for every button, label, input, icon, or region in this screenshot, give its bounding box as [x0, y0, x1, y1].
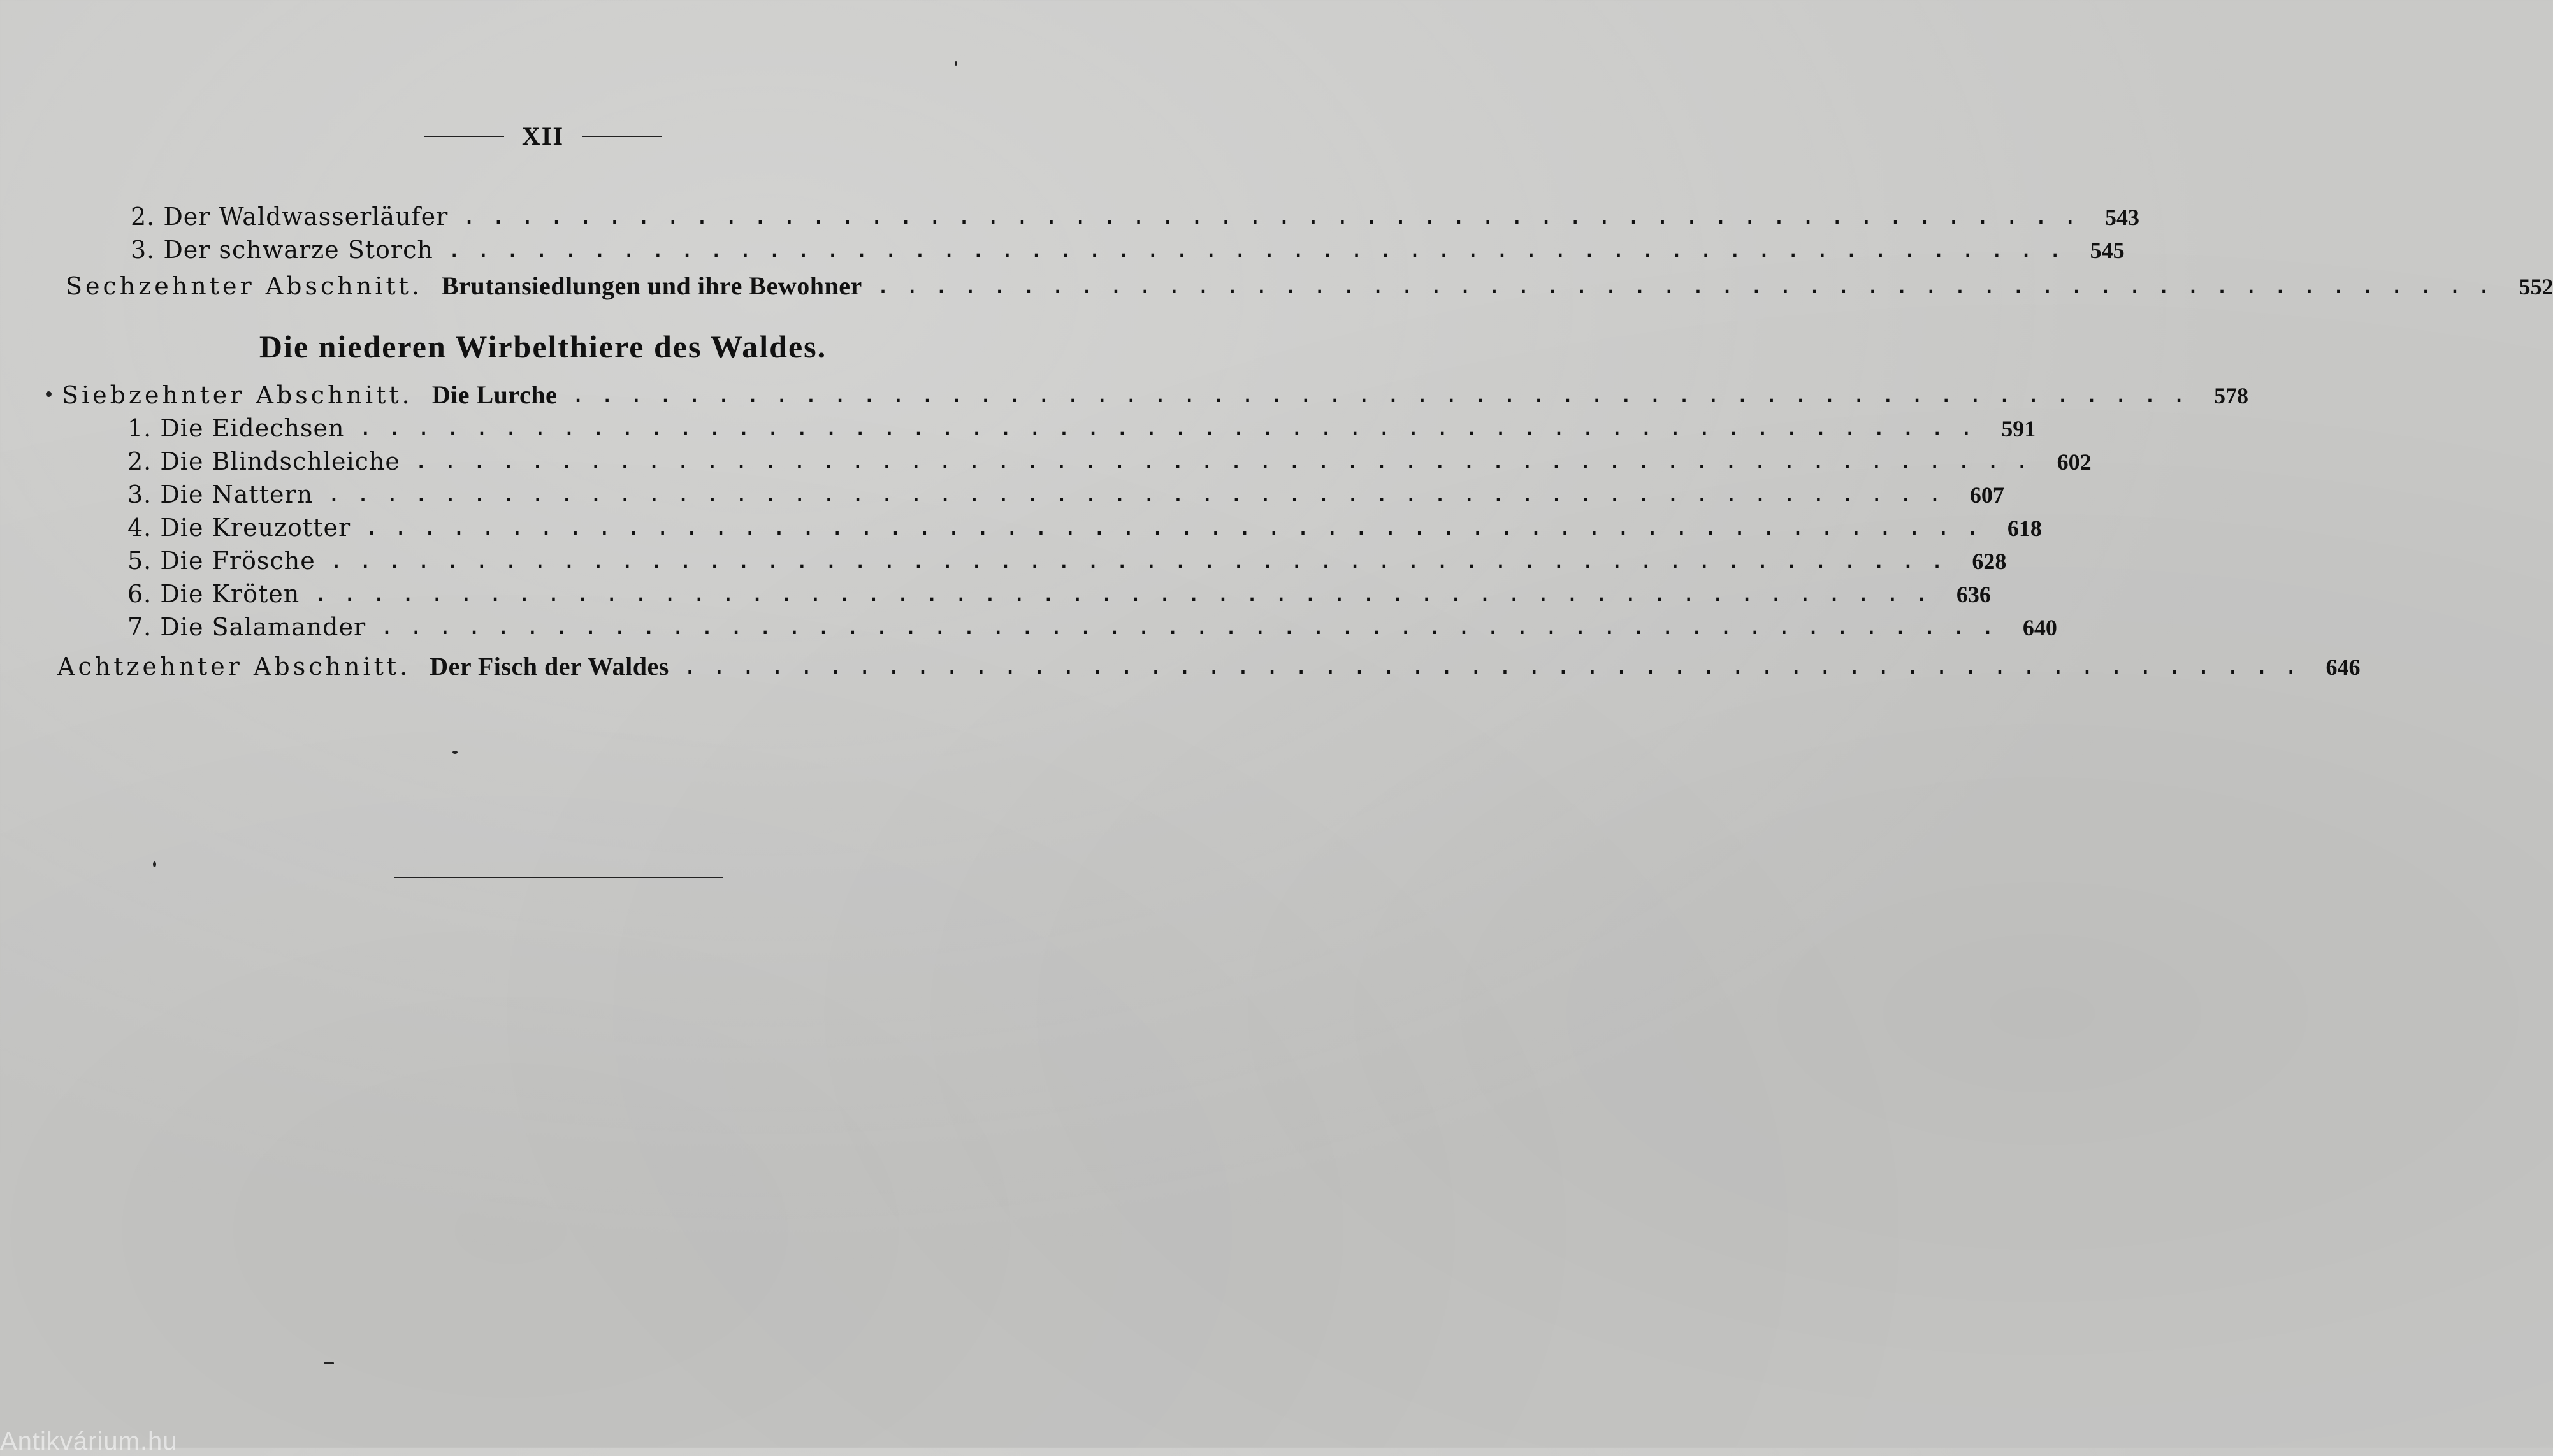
toc-entry	[131, 203, 2139, 236]
dot-leader: ........................................................	[447, 236, 2078, 263]
toc-chapter	[57, 651, 2361, 684]
print-speck	[153, 861, 156, 867]
toc-entry-label: 3. Der schwarze Storch	[131, 236, 433, 264]
dot-leader: ........................................................	[314, 580, 1944, 607]
toc-entry	[127, 514, 2042, 547]
chapter-title: Brutansiedlungen und ihre Bewohner	[442, 271, 862, 300]
section-heading: Die niederen Wirbelthiere des Waldes.	[259, 329, 827, 364]
chapter-page: 578	[2213, 383, 2248, 408]
toc-entry	[127, 547, 2007, 580]
toc-entry-page: 543	[2105, 205, 2139, 230]
toc-entry-page: 591	[2001, 416, 2036, 442]
toc-entry	[131, 236, 2125, 269]
toc-entry-label: 2. Der Waldwasserläufer	[131, 203, 449, 231]
header-rule-right	[582, 136, 662, 137]
page-number: XII	[521, 122, 565, 150]
toc-chapter	[66, 271, 2553, 304]
dot-leader: ........................................................	[329, 547, 1960, 573]
toc-entry-page: 602	[2057, 449, 2092, 475]
dot-leader: ........................................................	[358, 415, 1989, 441]
header-rule-left	[424, 136, 504, 137]
print-speck	[46, 391, 52, 397]
chapter-page: 552	[2519, 274, 2553, 299]
print-speck	[452, 751, 458, 754]
chapter-number: Sechzehnter Abschnitt.	[66, 272, 423, 300]
toc-entry-label: 1. Die Eidechsen	[127, 414, 345, 442]
toc-entry-label: 6. Die Kröten	[127, 580, 300, 608]
toc-entry	[127, 580, 1991, 613]
toc-entry-label: 7. Die Salamander	[127, 613, 366, 641]
toc-entry-page: 636	[1956, 582, 1991, 607]
watermark: Antikvárium.hu	[0, 1427, 178, 1455]
dot-leader: ........................................................	[462, 203, 2092, 229]
toc-entry	[127, 613, 2057, 646]
page-header	[0, 121, 1086, 151]
toc-entry-page: 640	[2022, 615, 2057, 640]
dot-leader: ........................................................	[365, 514, 1995, 540]
end-rule	[394, 877, 723, 878]
toc-entry-label: 4. Die Kreuzotter	[127, 514, 351, 542]
toc-entry	[127, 414, 2036, 447]
toc-entry	[127, 447, 2092, 480]
print-speck	[324, 1362, 334, 1364]
chapter-title: Die Lurche	[431, 380, 558, 409]
dot-leader: ........................................................	[683, 653, 2313, 679]
toc-entry-label: 5. Die Frösche	[127, 547, 315, 575]
chapter-page: 646	[2325, 654, 2361, 680]
print-speck	[955, 61, 957, 66]
toc-chapter	[62, 380, 2248, 413]
dot-leader: ........................................................	[327, 481, 1957, 507]
toc-entry	[127, 480, 2004, 514]
dot-leader: ........................................................	[414, 448, 2044, 474]
toc-entry-page: 607	[1969, 482, 2004, 508]
dot-leader: ........................................................	[571, 382, 2201, 408]
chapter-number: Achtzehnter Abschnitt.	[57, 652, 411, 681]
dot-leader: ........................................................	[876, 273, 2506, 299]
dot-leader: ........................................................	[380, 614, 2010, 640]
toc-entry-page: 618	[2007, 515, 2042, 541]
toc-entry-page: 545	[2090, 238, 2125, 263]
chapter-number: Siebzehnter Abschnitt.	[62, 381, 413, 409]
toc-entry-page: 628	[1972, 549, 2007, 574]
toc-entry-label: 3. Die Nattern	[127, 480, 314, 508]
chapter-title: Der Fisch der Waldes	[430, 652, 669, 681]
toc-entry-label: 2. Die Blindschleiche	[127, 447, 400, 475]
